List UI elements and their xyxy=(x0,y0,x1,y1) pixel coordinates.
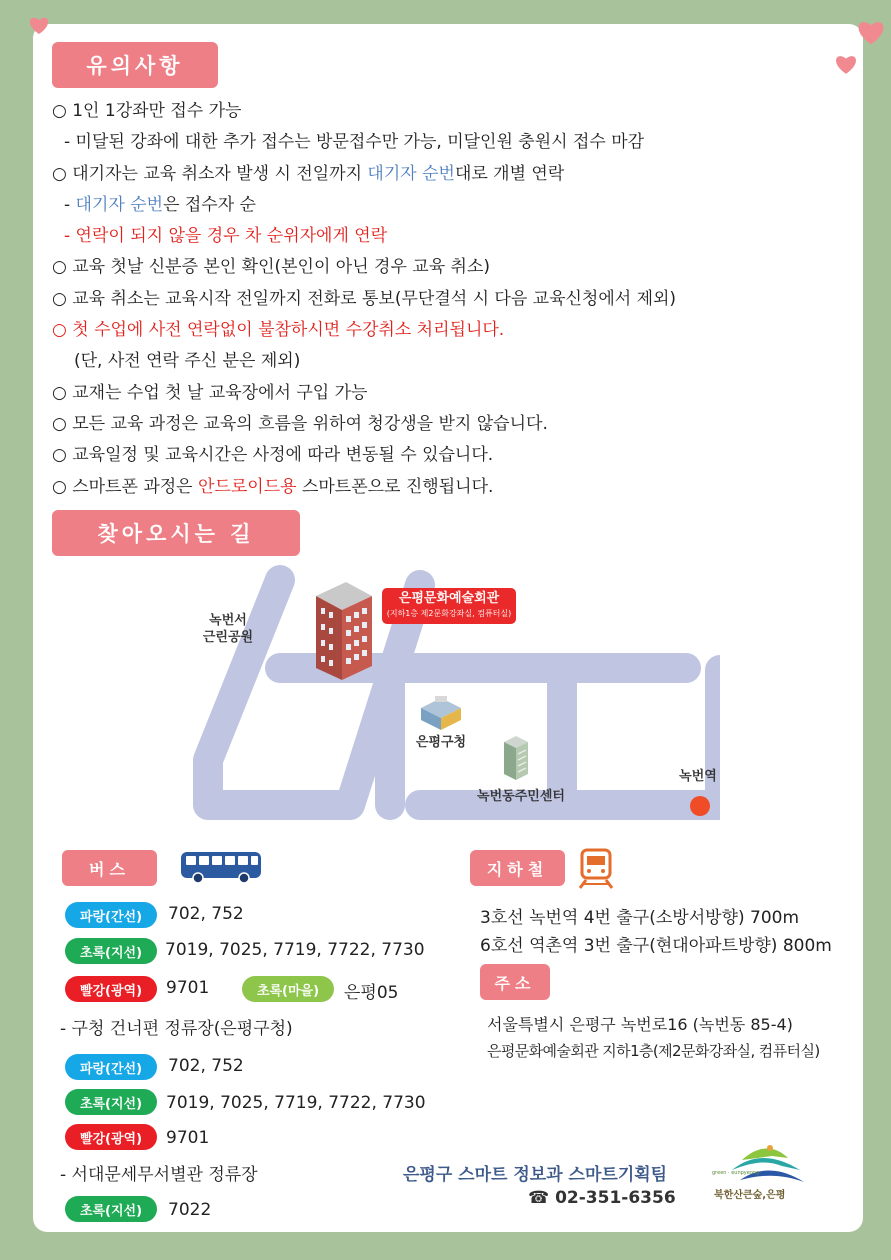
notice-line: - 미달된 강좌에 대한 추가 접수는 방문접수만 가능, 미달인원 충원시 접수 마감 xyxy=(64,132,645,153)
bus-routes: 9701 xyxy=(166,1128,210,1148)
highlight-text: 대기자 순번 xyxy=(75,194,164,215)
building-icon xyxy=(296,578,376,682)
bus-routes: 702, 752 xyxy=(168,904,244,924)
notice-line: ○ 교육일정 및 교육시간은 사정에 따라 변동될 수 있습니다. xyxy=(52,445,494,466)
mountain-logo-icon xyxy=(712,1140,812,1186)
tower-building-icon xyxy=(500,734,532,782)
bus-type-badge-red: 빨강(광역) xyxy=(65,1124,157,1150)
subway-line: 6호선 역촌역 3번 출구(현대아파트방향) 800m xyxy=(480,936,832,956)
phone-number: ☎ 02-351-6356 xyxy=(528,1188,676,1208)
venue-callout xyxy=(382,588,516,624)
logo-text: 북한산큰숲,은평 xyxy=(714,1190,786,1201)
notice-line xyxy=(52,190,842,221)
highlight-text: 안드로이드용 xyxy=(198,476,297,497)
directions-title: 찾아오시는 길 xyxy=(52,510,300,556)
bus-type-badge-blue: 파랑(간선) xyxy=(65,902,157,928)
notice-line: (단, 사전 연락 주신 분은 제외) xyxy=(74,351,301,372)
heart-icon xyxy=(856,18,886,46)
notice-line: ○ 1인 1강좌만 접수 가능 xyxy=(52,101,242,121)
station-marker xyxy=(690,796,710,816)
notice-line-warning: ○ 첫 수업에 사전 연락없이 불참하시면 수강취소 처리됩니다. xyxy=(52,320,505,341)
bus-type-badge-green: 초록(지선) xyxy=(65,938,157,964)
bus-type-badge-village: 초록(마을) xyxy=(242,976,334,1002)
bus-icon xyxy=(180,850,262,884)
notice-title: 유의사항 xyxy=(52,42,218,88)
logo-small-text: green · eunpyeong xyxy=(712,1170,760,1176)
notice-text: 스마트폰으로 진행됩니다. xyxy=(296,476,494,497)
team-name: 은평구 스마트 정보과 스마트기획팀 xyxy=(403,1165,668,1185)
venue-name: 은평문화예술회관 xyxy=(398,591,500,606)
notice-line: ○ 교육 취소는 교육시작 전일까지 전화로 통보(무단결석 시 다음 교육신청에서 제외) xyxy=(52,288,677,309)
notice-line xyxy=(52,472,842,503)
bus-routes: 은평05 xyxy=(344,983,399,1003)
address-line: 은평문화예술회관 지하1층(제2문화강좌실, 컴퓨터실) xyxy=(487,1042,820,1060)
gu-office-label: 은평구청 xyxy=(415,735,467,750)
notice-text: ○ 스마트폰 과정은 xyxy=(52,476,198,497)
address-title: 주소 xyxy=(480,964,550,1000)
location-map xyxy=(180,560,720,830)
notice-text: 은 접수자 순 xyxy=(163,194,256,215)
notice-list xyxy=(52,96,842,503)
bus-routes: 9701 xyxy=(166,978,210,998)
highlight-text: 대기자 순번 xyxy=(367,163,455,184)
park-label: 녹번서 근린공원 xyxy=(202,613,254,645)
bus-type-badge-blue: 파랑(간선) xyxy=(65,1054,157,1080)
heart-icon xyxy=(28,15,50,35)
notice-line: ○ 모든 교육 과정은 교육의 흐름을 위하여 청강생을 받지 않습니다. xyxy=(52,413,548,434)
bus-routes: 702, 752 xyxy=(168,1056,244,1076)
address-line: 서울특별시 은평구 녹번로16 (녹번동 85-4) xyxy=(487,1015,793,1034)
notice-line: ○ 교재는 수업 첫 날 교육장에서 구입 가능 xyxy=(52,382,368,403)
subway-title: 지하철 xyxy=(470,850,565,886)
bus-routes: 7019, 7025, 7719, 7722, 7730 xyxy=(166,1093,426,1113)
bus-type-badge-red: 빨강(광역) xyxy=(65,976,157,1002)
bus-routes: 7019, 7025, 7719, 7722, 7730 xyxy=(165,940,425,960)
notice-line: ○ 교육 첫날 신분증 본인 확인(본인이 아닌 경우 교육 취소) xyxy=(52,257,491,278)
community-center-label: 녹번동주민센터 xyxy=(477,789,565,804)
bus-stop-name: - 서대문세무서별관 정류장 xyxy=(60,1165,258,1185)
notice-text: 대로 개별 연락 xyxy=(454,163,565,184)
bus-type-badge-green: 초록(지선) xyxy=(65,1196,157,1222)
notice-text: ○ 대기자는 교육 취소자 발생 시 전일까지 xyxy=(52,163,368,184)
bus-routes: 7022 xyxy=(168,1200,212,1220)
station-label: 녹번역 xyxy=(679,769,717,784)
district-logo xyxy=(712,1140,812,1204)
train-icon xyxy=(578,848,614,890)
subway-line: 3호선 녹번역 4번 출구(소방서방향) 700m xyxy=(480,908,800,928)
notice-text: - xyxy=(64,194,76,215)
bus-stop-name: - 구청 건너편 정류장(은평구청) xyxy=(60,1019,293,1039)
bus-title: 버스 xyxy=(62,850,157,886)
office-building-icon xyxy=(417,694,465,732)
heart-icon xyxy=(834,53,858,75)
notice-line-warning: - 연락이 되지 않을 경우 차 순위자에게 연락 xyxy=(64,226,388,247)
notice-line xyxy=(52,159,842,190)
bus-type-badge-green: 초록(지선) xyxy=(65,1089,157,1115)
venue-floor: (지하1층 제2문화강좌실, 컴퓨터실) xyxy=(386,609,512,618)
